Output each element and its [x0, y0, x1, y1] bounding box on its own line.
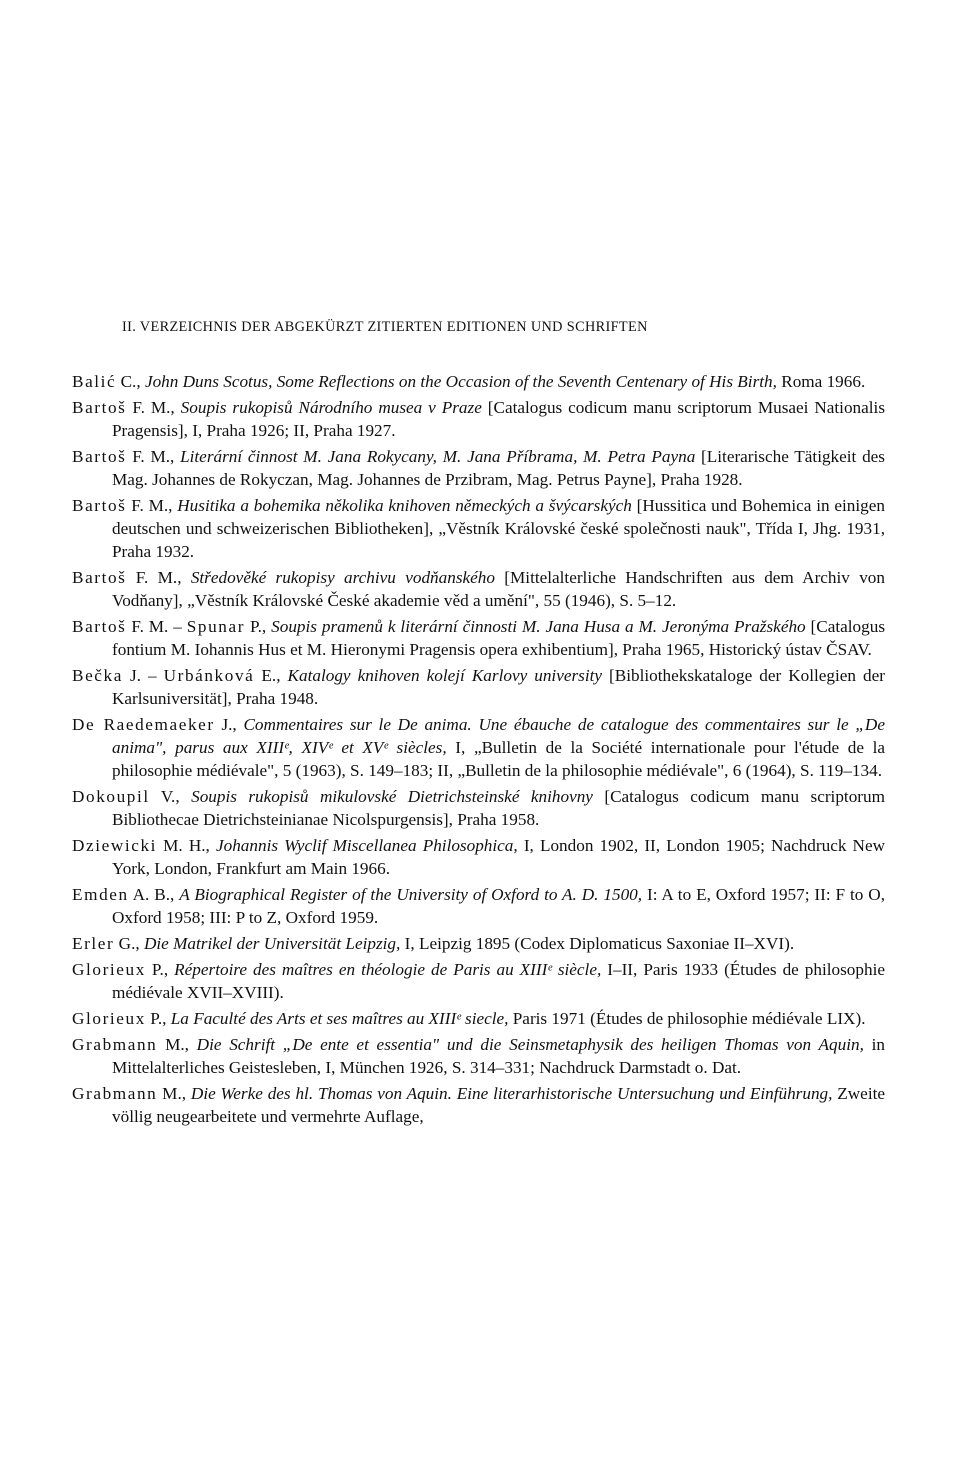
entry-details: I, „Bulletin de la Société internationale pour l'étude de la philosophie médiévale", 5 (1963), S. 149–183; II, „Bulletin de la philosophie médiévale", 6 (1964), S. 119–134. — [112, 738, 885, 780]
entry-details: [Hussitica und Bohemica in einigen deutschen und schweizerischen Bibliotheken], „Věstník Královské české společnosti nauk", Třída I, Jhg. 1931, Praha 1932. — [112, 496, 885, 561]
entry-coauthor-initials: E., — [254, 666, 288, 685]
entry-details: I: A to E, Oxford 1957; II: F to O, Oxford 1958; III: P to Z, Oxford 1959. — [112, 885, 885, 927]
entry-title: Répertoire des maîtres en théologie de Paris au XIIIᵉ siècle, — [174, 960, 602, 979]
entry-coauthor-initials: P., — [245, 617, 272, 636]
entry-coauthor: Urbánková — [163, 666, 255, 685]
entry-title: Husitika a bohemika několika knihoven německých a švýcarských — [177, 496, 632, 515]
bibliography-entry — [72, 615, 885, 661]
entry-author: Bartoš — [72, 496, 127, 515]
bibliography-entry — [72, 932, 885, 955]
entry-author-initials: F. M., — [126, 496, 178, 515]
entry-author: Erler — [72, 934, 115, 953]
bibliography-entry — [72, 664, 885, 710]
entry-details: [Catalogus codicum manu scriptorum Musaei Nationalis Pragensis], I, Praha 1926; II, Praha 1927. — [112, 398, 886, 440]
entry-title: Soupis rukopisů Národního musea v Praze — [180, 398, 482, 417]
entry-author-initials: F. M., — [126, 398, 181, 417]
entry-details: [Bibliothekskataloge der Kollegien der Karlsuniversität], Praha 1948. — [112, 666, 885, 708]
bibliography-entry — [72, 370, 885, 393]
bibliography-entry — [72, 1007, 885, 1030]
bibliography-entry — [72, 396, 885, 442]
entry-author-initials: F. M. – — [126, 617, 187, 636]
bibliography-entry — [72, 785, 885, 831]
entry-details: I–II, Paris 1933 (Études de philosophie médiévale XVII–XVIII). — [112, 960, 885, 1002]
entry-details: [Mittelalterliche Handschriften aus dem Archiv von Vodňany], „Věstník Královské České akademie věd a umění", 55 (1946), S. 5–12. — [112, 568, 885, 610]
entry-author-initials: M., — [157, 1084, 191, 1103]
entry-title: Literární činnost M. Jana Rokycany, M. Jana Příbrama, M. Petra Payna — [180, 447, 696, 466]
entry-details: [Catalogus fontium M. Iohannis Hus et M. Hieronymi Pragensis opera exhibentium], Praha 1965, Historický ústav ČSAV. — [112, 617, 886, 659]
entry-author: Bečka — [72, 666, 123, 685]
entry-title: A Biographical Register of the University of Oxford to A. D. 1500, — [179, 885, 643, 904]
bibliography-entry — [72, 958, 885, 1004]
entry-author-initials: M. H., — [157, 836, 216, 855]
entry-author: Dziewicki — [72, 836, 158, 855]
entry-author-initials: G., — [114, 934, 144, 953]
entry-title: John Duns Scotus, Some Reflections on the Occasion of the Seventh Centenary of His Birth, — [144, 372, 777, 391]
entry-author: Bartoš — [72, 447, 127, 466]
entry-author-initials: M., — [157, 1035, 197, 1054]
bibliography-list — [72, 370, 885, 1131]
entry-details: Paris 1971 (Études de philosophie médiévale LIX). — [508, 1009, 866, 1028]
entry-details: I, Leipzig 1895 (Codex Diplomaticus Saxoniae II–XVI). — [400, 934, 795, 953]
entry-author: Balić — [72, 372, 117, 391]
bibliography-entry — [72, 445, 885, 491]
entry-author: Bartoš — [72, 617, 127, 636]
entry-author: Emden — [72, 885, 129, 904]
bibliography-entry — [72, 834, 885, 880]
entry-details: Roma 1966. — [776, 372, 866, 391]
entry-author: Bartoš — [72, 568, 127, 587]
entry-details: in Mittelalterliches Geistesleben, I, München 1926, S. 314–331; Nachdruck Darmstadt o. Dat. — [112, 1035, 885, 1077]
entry-details: I, London 1902, II, London 1905; Nachdruck New York, London, Frankfurt am Main 1966. — [112, 836, 885, 878]
entry-details: [Literarische Tätigkeit des Mag. Johannes de Rokyczan, Mag. Johannes de Przibram, Mag. Petrus Payne], Praha 1928. — [112, 447, 885, 489]
entry-author: Bartoš — [72, 398, 127, 417]
entry-author-initials: V., — [149, 787, 192, 806]
entry-title: Soupis rukopisů mikulovské Dietrichsteinské knihovny — [191, 787, 593, 806]
entry-title: Johannis Wyclif Miscellanea Philosophica, — [215, 836, 518, 855]
entry-author-initials: F. M., — [126, 447, 181, 466]
entry-author-initials: C., — [116, 372, 145, 391]
entry-author: Grabmann — [72, 1035, 158, 1054]
entry-author: Dokoupil — [72, 787, 150, 806]
entry-author-initials: J. – — [122, 666, 164, 685]
bibliography-entry — [72, 883, 885, 929]
entry-title: Die Werke des hl. Thomas von Aquin. Eine literarhistorische Untersuchung und Einführung, — [190, 1084, 833, 1103]
entry-title: Soupis pramenů k literární činnosti M. Jana Husa a M. Jeronýma Pražského — [271, 617, 806, 636]
entry-title: Commentaires sur le De anima. Une ébauche de catalogue des commentaires sur le „De anima", parus aux XIIIᵉ, XIVᵉ et XVᵉ siècles, — [112, 715, 885, 757]
entry-author: Grabmann — [72, 1084, 158, 1103]
bibliography-entry — [72, 1033, 885, 1079]
entry-author-initials: P., — [145, 960, 175, 979]
entry-author: De Raedemaeker — [72, 715, 215, 734]
bibliography-entry — [72, 566, 885, 612]
entry-details: Zweite völlig neugearbeitete und vermehrte Auflage, — [112, 1084, 885, 1126]
entry-author-initials: P., — [145, 1009, 171, 1028]
entry-title: Středověké rukopisy archivu vodňanského — [190, 568, 495, 587]
entry-title: La Faculté des Arts et ses maîtres au XIIIᵉ siecle, — [170, 1009, 509, 1028]
entry-author: Glorieux — [72, 1009, 146, 1028]
entry-title: Die Schrift „De ente et essentia" und die Seinsmetaphysik des heiligen Thomas von Aquin, — [196, 1035, 864, 1054]
section-heading: II. VERZEICHNIS DER ABGEKÜRZT ZITIERTEN EDITIONEN UND SCHRIFTEN — [122, 319, 648, 335]
entry-author-initials: J., — [214, 715, 244, 734]
bibliography-entry — [72, 494, 885, 563]
entry-author-initials: A. B., — [128, 885, 180, 904]
entry-title: Katalogy knihoven kolejí Karlovy university — [287, 666, 603, 685]
bibliography-entry — [72, 713, 885, 782]
entry-title: Die Matrikel der Universität Leipzig, — [143, 934, 401, 953]
entry-author-initials: F. M., — [126, 568, 191, 587]
entry-author: Glorieux — [72, 960, 146, 979]
bibliography-entry — [72, 1082, 885, 1128]
entry-details: [Catalogus codicum manu scriptorum Bibliothecae Dietrichsteinianae Nicolspurgensis], Praha 1958. — [112, 787, 885, 829]
entry-coauthor: Spunar — [186, 617, 246, 636]
